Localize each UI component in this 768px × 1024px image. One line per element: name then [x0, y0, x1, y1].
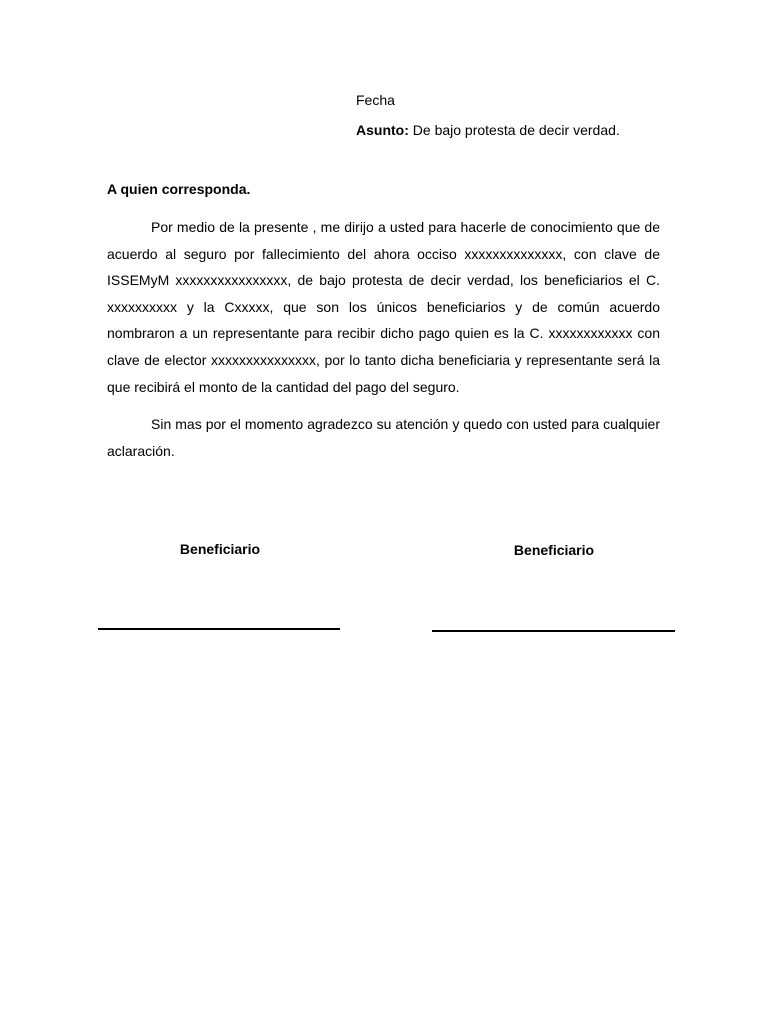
letter-body: [107, 214, 660, 464]
subject-label: Asunto:: [356, 122, 409, 138]
date-line: Fecha: [356, 92, 395, 108]
body-paragraph-1: Por medio de la presente , me dirijo a usted para hacerle de conocimiento que de acuerdo al seguro por fallecimiento del ahora occiso xxxxxxxxxxxxxx, con clave de ISSEMyM xxxxxxxxxxxxxxxx, de bajo protesta de decir verdad, los beneficiarios el C. xxxxxxxxxx y la Cxxxxx, que son los únicos beneficiarios y de común acuerdo nombraron a un representante para recibir dicho pago quien es la C. xxxxxxxxxxxx con clave de elector xxxxxxxxxxxxxxx, por lo tanto dicha beneficiaria y representante será la que recibirá el monto de la cantidad del pago del seguro.: [107, 219, 660, 395]
signature-line-left: [98, 628, 340, 630]
body-paragraph-2: Sin mas por el momento agradezco su atención y quedo con usted para cualquier aclaración.: [107, 416, 660, 459]
signature-line-right: [432, 630, 675, 632]
signature-block-left: [98, 540, 342, 558]
signature-block-right: [432, 541, 676, 559]
salutation: A quien corresponda.: [107, 181, 251, 197]
letter-header: [356, 90, 716, 140]
signature-label-right: Beneficiario: [513, 542, 595, 558]
subject-text: De bajo protesta de decir verdad.: [412, 122, 620, 138]
subject-line: [356, 120, 716, 140]
signature-label-left: Beneficiario: [179, 541, 261, 557]
